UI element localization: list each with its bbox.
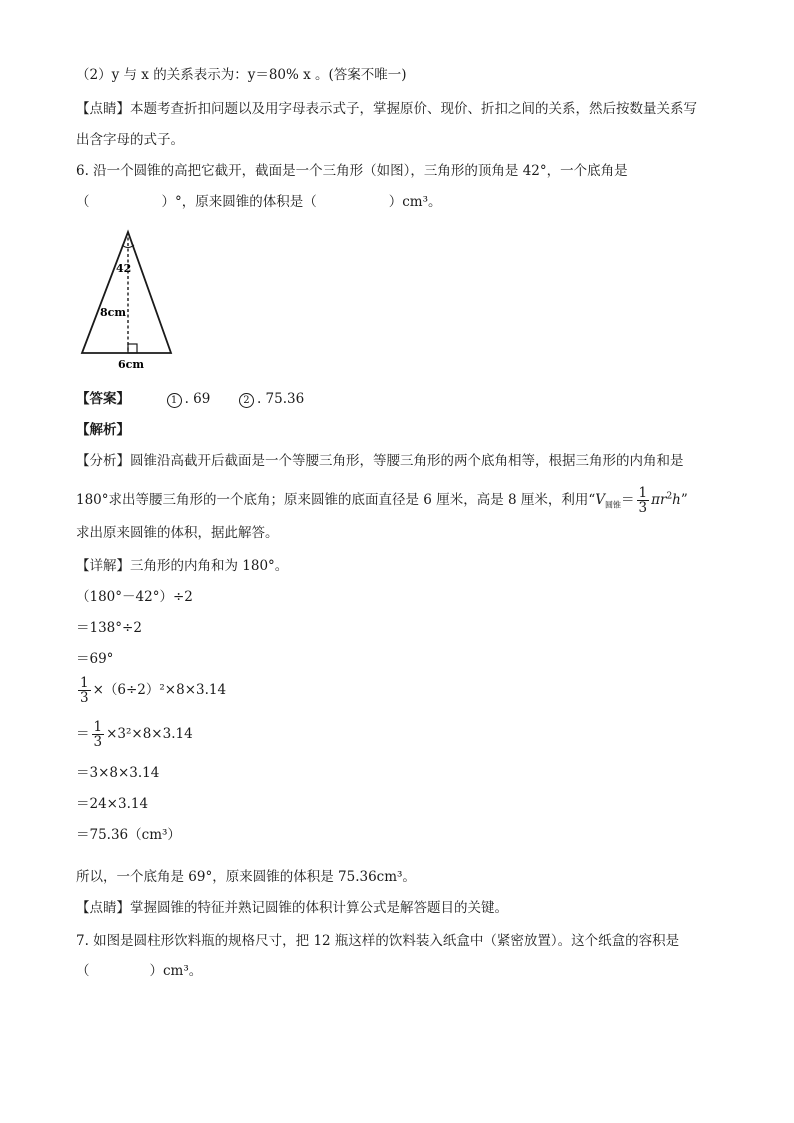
formula-fraction [637, 486, 650, 515]
step-4-rest: ×（6÷2）²×8×3.14 [92, 682, 227, 698]
triangle-outline [82, 232, 171, 353]
conclusion: 所以，一个底角是 69°，原来圆锥的体积是 75.36cm³。 [76, 869, 416, 885]
blank-open: （ [76, 194, 90, 210]
step-7: ＝24×3.14 [76, 796, 149, 812]
remark-line: 【点睛】掌握圆锥的特征并熟记圆锥的体积计算公式是解答题目的关键。 [76, 900, 508, 916]
analysis-line-3: 求出原来圆锥的体积，据此解答。 [76, 525, 279, 541]
base-label: 6cm [118, 358, 144, 371]
step-5 [76, 720, 193, 749]
detail-heading-line: 【详解】三角形的内角和为 180°。 [76, 558, 289, 574]
answer-line [76, 390, 304, 408]
q6-end: ）cm³。 [388, 194, 442, 210]
step-5-fraction [92, 720, 105, 749]
question-7-line-2 [76, 962, 202, 980]
step-4-den: 3 [80, 690, 89, 706]
step-5-eq: ＝ [76, 726, 90, 742]
answer-label: 【答案】 [76, 391, 130, 407]
formula-h: h [672, 492, 681, 508]
step-5-num: 1 [93, 719, 103, 735]
analysis-line-1: 【分析】圆锥沿高截开后截面是一个等腰三角形，等腰三角形的两个底角相等，根据三角形的内角和是 [76, 453, 684, 469]
line-answer-2: （2）y 与 x 的关系表示为：y＝80% x 。(答案不唯一) [76, 67, 407, 83]
formula-subscript: 圆锥 [605, 500, 622, 510]
question-7-line-1: 7. 如图是圆柱形饮料瓶的规格尺寸，把 12 瓶这样的饮料装入纸盒中（紧密放置）。这个纸盒的容积是 [76, 933, 680, 949]
answer-1-marker: 1 [167, 393, 182, 408]
formula-v: V [595, 492, 606, 508]
answer-2-marker: 2 [239, 393, 254, 408]
formula-square: 2 [666, 491, 673, 502]
q7-end: ）cm³。 [149, 963, 203, 979]
analysis-line-2 [76, 486, 688, 515]
formula-eq: ＝ [621, 492, 635, 508]
apex-angle-label: 42 [116, 262, 132, 275]
answer-1: . 69 [184, 391, 211, 407]
triangle-figure [76, 228, 186, 373]
step-6: ＝3×8×3.14 [76, 765, 160, 781]
step-5-den: 3 [93, 734, 103, 750]
step-1: （180°－42°）÷2 [76, 589, 193, 605]
step-4-num: 1 [80, 675, 89, 691]
formula-num: 1 [638, 485, 648, 501]
analysis-line-2-text: 180°求出等腰三角形的一个底角；原来圆锥的底面直径是 6 厘米，高是 8 厘米，利用“ [76, 492, 596, 508]
step-3: ＝69° [76, 651, 114, 667]
q6-mid: ）°，原来圆锥的体积是（ [161, 194, 317, 210]
analysis-heading: 【解析】 [76, 422, 130, 438]
step-5-rest: ×3²×8×3.14 [106, 726, 193, 742]
right-angle-marker [128, 344, 137, 353]
line-remark-1: 【点睛】本题考查折扣问题以及用字母表示式子，掌握原价、现价、折扣之间的关系，然后按数量关系写 [76, 101, 697, 117]
line-remark-2: 出含字母的式子。 [76, 132, 184, 148]
step-4-fraction [78, 676, 91, 705]
formula-den: 3 [638, 500, 648, 516]
height-label: 8cm [100, 306, 126, 319]
question-6-line-1: 6. 沿一个圆锥的高把它截开，截面是一个三角形（如图），三角形的顶角是 42°，一个底角是 [76, 163, 628, 179]
step-8: ＝75.36（cm³） [76, 827, 181, 843]
q7-open: （ [76, 963, 90, 979]
step-4 [76, 676, 226, 705]
formula-close-quote: ” [680, 492, 688, 508]
answer-2: . 75.36 [256, 391, 305, 407]
step-2: ＝138°÷2 [76, 620, 142, 636]
formula-pi-r: πr [651, 492, 667, 508]
question-6-line-2 [76, 193, 442, 211]
